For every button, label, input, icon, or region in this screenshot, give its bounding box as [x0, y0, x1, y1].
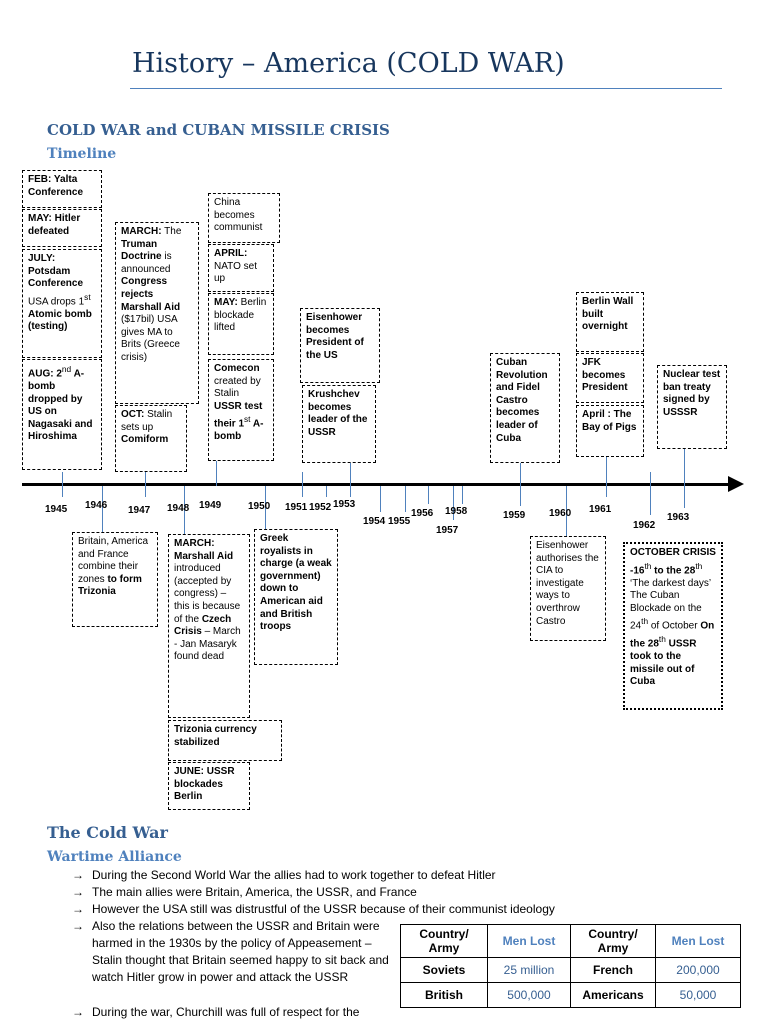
timeline-year-label: 1949 [199, 500, 222, 511]
bullet-item: → The main allies were Britain, America, the USSR, and France [72, 885, 417, 899]
page-title: History – America (COLD WAR) [132, 48, 565, 79]
timeline-year-label: 1960 [549, 508, 572, 519]
event-berlin-wall: Berlin Wall built overnight [576, 292, 644, 352]
wartime-alliance-heading: Wartime Alliance [47, 849, 182, 865]
timeline-year-label: 1958 [445, 506, 468, 517]
event-krushchev: Krushchev becomes leader of the USSR [302, 385, 376, 463]
event-truman-doctrine: MARCH: The Truman Doctrine is announced Congress rejects Marshall Aid ($17bil) USA gives MA to Brits (Greece crisis) [115, 222, 199, 404]
timeline-tick [684, 449, 685, 508]
event-greek-royalists: Greek royalists in charge (a weak government) down to American aid and British troops [254, 529, 338, 665]
table-row [401, 958, 741, 983]
table-row [401, 983, 741, 1008]
table-cell: Soviets [401, 958, 488, 983]
table-header-row [401, 925, 741, 958]
timeline-year-label: 1957 [436, 525, 459, 536]
bullet-item: → Also the relations between the USSR and Britain were harmed in the 1930s by the policy of Appeasement – Stalin thought that Britain seemed happy to sit back and watch Hitler grow in power and attack the USSR [72, 919, 389, 984]
timeline-tick [606, 457, 607, 497]
timeline-year-label: 1950 [248, 501, 271, 512]
event-yalta: FEB: Yalta Conference [22, 170, 102, 208]
table-cell: French [571, 958, 656, 983]
table-cell: 200,000 [656, 958, 741, 983]
section-heading: COLD WAR and CUBAN MISSILE CRISIS [47, 121, 390, 139]
event-cia-castro: Eisenhower authorises the CIA to investigate ways to overthrow Castro [530, 536, 606, 641]
event-potsdam: JULY: Potsdam Conference USA drops 1st Atomic bomb (testing) [22, 249, 102, 358]
timeline-year-label: 1963 [667, 512, 690, 523]
arrow-icon: → [72, 885, 84, 899]
timeline-tick [650, 472, 651, 515]
timeline-year-label: 1956 [411, 508, 434, 519]
cold-war-heading: The Cold War [47, 823, 168, 842]
event-berlin-blockade-lifted: MAY: Berlin blockade lifted [208, 293, 274, 355]
timeline-tick [216, 461, 217, 486]
event-trizonia: Britain, America and France combine their zones to form Trizonia [72, 532, 158, 627]
timeline-heading: Timeline [47, 146, 117, 162]
timeline-tick [520, 463, 521, 506]
timeline-axis [22, 483, 734, 486]
event-october-crisis: OCTOBER CRISIS -16th to the 28th ‘The darkest days’ The Cuban Blockade on the 24th of October On the 28th USSR took to the missile out of Cuba [623, 542, 723, 710]
timeline-year-label: 1948 [167, 503, 190, 514]
timeline-year-label: 1954 [363, 516, 386, 527]
table-header: Men Lost [488, 925, 571, 958]
timeline-year-label: 1961 [589, 504, 612, 515]
event-china-communist: China becomes communist [208, 193, 280, 243]
event-hitler-defeated: MAY: Hitler defeated [22, 209, 102, 247]
event-nato: APRIL: NATO set up [208, 244, 274, 292]
table-header: Men Lost [656, 925, 741, 958]
timeline-year-label: 1953 [333, 499, 356, 510]
timeline-arrowhead [728, 476, 744, 492]
event-comiform: OCT: Stalin sets up Comiform [115, 405, 187, 472]
table-cell: 500,000 [488, 983, 571, 1008]
arrow-icon: → [72, 1005, 84, 1019]
event-jfk-president: JFK becomes President [576, 353, 644, 403]
table-header: Country/ Army [401, 925, 488, 958]
bullet-item: → During the war, Churchill was full of respect for the [72, 1005, 360, 1019]
arrow-icon: → [72, 902, 84, 916]
event-bay-of-pigs: April : The Bay of Pigs [576, 405, 644, 457]
timeline-tick [145, 472, 146, 497]
timeline-tick [326, 486, 327, 497]
arrow-icon: → [72, 919, 84, 933]
arrow-icon: → [72, 868, 84, 882]
timeline-year-label: 1945 [45, 504, 68, 515]
event-trizonia-currency: Trizonia currency stabilized [168, 720, 282, 761]
bullet-item: → During the Second World War the allies had to work together to defeat Hitler [72, 868, 496, 882]
timeline-tick [462, 486, 463, 504]
table-cell: British [401, 983, 488, 1008]
casualties-table [400, 924, 741, 1008]
timeline-tick [428, 486, 429, 504]
timeline-year-label: 1947 [128, 505, 151, 516]
event-aug-bomb: AUG: 2nd A-bomb dropped by US on Nagasaki and Hiroshima [22, 359, 102, 470]
table-header: Country/ Army [571, 925, 656, 958]
timeline-tick [380, 486, 381, 512]
timeline-year-label: 1955 [388, 516, 411, 527]
timeline-year-label: 1946 [85, 500, 108, 511]
timeline-tick [405, 486, 406, 512]
table-cell: Americans [571, 983, 656, 1008]
timeline-year-label: 1951 [285, 502, 308, 513]
timeline-year-label: 1962 [633, 520, 656, 531]
table-cell: 25 million [488, 958, 571, 983]
event-berlin-blockade: JUNE: USSR blockades Berlin [168, 762, 250, 810]
event-comecon: Comecon created by Stalin USSR test their 1st A-bomb [208, 359, 274, 461]
event-nuclear-test-ban: Nuclear test ban treaty signed by USSSR [657, 365, 727, 449]
event-cuban-revolution: Cuban Revolution and Fidel Castro becomes leader of Cuba [490, 353, 560, 463]
timeline-year-label: 1959 [503, 510, 526, 521]
table-cell: 50,000 [656, 983, 741, 1008]
bullet-item: → However the USA still was distrustful of the USSR because of their communist ideology [72, 902, 555, 916]
event-marshall-aid: MARCH: Marshall Aid introduced (accepted by congress) – this is because of the Czech Crisis – March - Jan Masaryk found dead [168, 534, 250, 718]
timeline-tick [302, 472, 303, 497]
timeline-year-label: 1952 [309, 502, 332, 513]
event-eisenhower-president: Eisenhower becomes President of the US [300, 308, 380, 383]
timeline-tick [62, 472, 63, 497]
title-divider [130, 88, 722, 89]
timeline-tick [350, 463, 351, 497]
